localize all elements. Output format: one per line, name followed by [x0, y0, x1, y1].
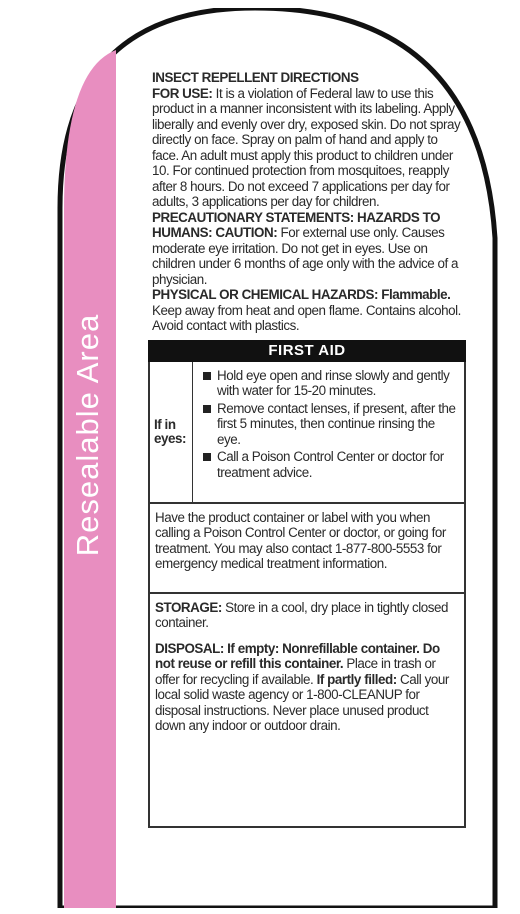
first-aid-step [203, 401, 460, 448]
directions-body [152, 86, 466, 288]
disposal-partly-label: If partly filled: [316, 671, 397, 687]
precautionary-label: PRECAUTIONARY STATEMENTS: HAZARDS TO HUMANS: CAUTION: [152, 209, 441, 240]
if-in-eyes-label: If in eyes: [150, 362, 193, 502]
square-bullet-icon [203, 453, 211, 461]
disposal-empty-text: Place in trash or offer for recycling if available. [155, 656, 436, 687]
disposal-partly-text: Call your local solid waste agency or 1-800-CLEANUP for disposal instructions. Never place unused product down any indoor or outdoor drain. [155, 671, 449, 733]
resealable-area-label: Resealable Area [70, 313, 105, 557]
storage-paragraph [155, 600, 459, 631]
storage-label: STORAGE: [155, 599, 222, 615]
poison-control-box: Have the product container or label with you when calling a Poison Control Center or doctor, or going for treatment. You may also contact 1-877-800-5553 for emergency medical treatment information. [148, 504, 466, 594]
label-content [148, 64, 466, 828]
disposal-empty-label: If empty: Nonrefillable container. Do not reuse or refill this container. [155, 640, 440, 671]
disposal-paragraph [155, 641, 459, 734]
physical-hazards [152, 287, 466, 334]
physical-hazards-label: PHYSICAL OR CHEMICAL HAZARDS: Flammable. [152, 287, 451, 302]
first-aid-step-text: Hold eye open and rinse slowly and gently with water for 15-20 minutes. [217, 367, 450, 398]
first-aid-steps [193, 362, 464, 502]
physical-hazards-text: Keep away from heat and open flame. Contains alcohol. Avoid contact with plastics. [152, 302, 461, 333]
first-aid-step-text: Remove contact lenses, if present, after the first 5 minutes, then continue rinsing the eye. [217, 400, 456, 447]
first-aid-step [203, 368, 460, 399]
for-use-label: FOR USE: [152, 85, 213, 101]
first-aid-step [203, 449, 460, 480]
square-bullet-icon [203, 405, 211, 413]
storage-disposal-box [148, 594, 466, 828]
square-bullet-icon [203, 372, 211, 380]
first-aid-step-text: Call a Poison Control Center or doctor for treatment advice. [217, 449, 444, 480]
first-aid-header: FIRST AID [148, 340, 466, 362]
precautionary-text: For external use only. Causes moderate eye irritation. Do not get in eyes. Use on children under 6 months of age only with the advice of a physician. [152, 225, 459, 287]
first-aid-eyes-box [148, 362, 466, 504]
disposal-label: DISPOSAL: [155, 640, 224, 656]
for-use-text: It is a violation of Federal law to use this product in a manner inconsistent with its labeling. Apply liberally and evenly over dry, exposed skin. Do not spray directly on face. Spray on palm of hand and apply to face. An adult must apply this product to children under 10. For continued protection from mosquitoes, reapply after 8 hours. Do not exceed 7 applications per day for adults, 3 applications per day for children. [152, 85, 461, 209]
storage-text: Store in a cool, dry place in tightly closed container. [155, 599, 448, 630]
directions-section [148, 64, 466, 334]
directions-title: INSECT REPELLENT DIRECTIONS [152, 70, 359, 85]
